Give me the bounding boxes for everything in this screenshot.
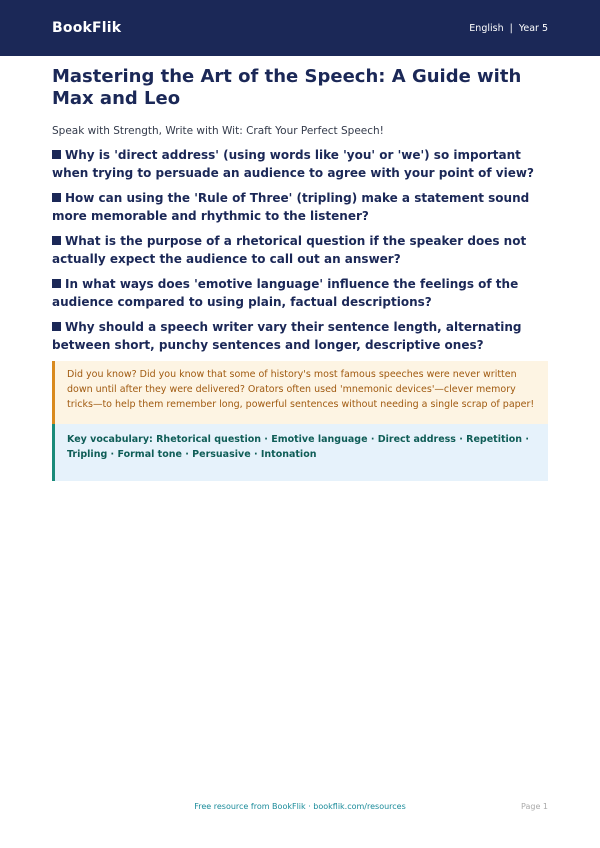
question-item <box>52 318 548 354</box>
document-body <box>52 66 548 481</box>
square-bullet-icon <box>52 193 61 202</box>
header-meta <box>469 23 548 34</box>
subject-label: English <box>469 22 504 34</box>
question-item <box>52 189 548 225</box>
question-text: How can using the 'Rule of Three' (tripling) make a statement sound more memorable and rhythmic to the listener? <box>52 191 530 223</box>
question-list <box>52 146 548 354</box>
page-number: Page 1 <box>521 802 548 811</box>
question-text: Why should a speech writer vary their sentence length, alternating between short, punchy sentences and longer, descriptive ones? <box>52 320 522 352</box>
question-item <box>52 232 548 268</box>
page-footer <box>52 802 548 814</box>
year-label: Year 5 <box>518 22 548 34</box>
brand-logo[interactable]: BookFlik <box>52 20 122 36</box>
footer-resource-link[interactable]: Free resource from BookFlik · bookflik.com/resources <box>194 802 406 811</box>
question-text: Why is 'direct address' (using words like 'you' or 'we') so important when trying to persuade an audience to agree with your point of view? <box>52 148 534 180</box>
question-text: What is the purpose of a rhetorical question if the speaker does not actually expect the audience to call out an answer? <box>52 234 527 266</box>
question-item <box>52 275 548 311</box>
question-item <box>52 146 548 182</box>
square-bullet-icon <box>52 279 61 288</box>
did-you-know-box: Did you know? Did you know that some of history's most famous speeches were never written down until after they were delivered? Orators often used 'mnemonic devices'—clever memory tricks—to help them remember long, powerful sentences without needing a single scrap of paper! <box>52 361 548 424</box>
site-header <box>0 0 600 56</box>
key-vocabulary-box: Key vocabulary: Rhetorical question · Emotive language · Direct address · Repetition · Tripling · Formal tone · Persuasive · Intonation <box>52 424 548 481</box>
square-bullet-icon <box>52 236 61 245</box>
question-text: In what ways does 'emotive language' influence the feelings of the audience compared to using plain, factual descriptions? <box>52 277 519 309</box>
square-bullet-icon <box>52 322 61 331</box>
square-bullet-icon <box>52 150 61 159</box>
page-title: Mastering the Art of the Speech: A Guide with Max and Leo <box>52 66 522 109</box>
meta-separator: | <box>509 22 513 34</box>
page-subtitle: Speak with Strength, Write with Wit: Craft Your Perfect Speech! <box>52 125 384 137</box>
